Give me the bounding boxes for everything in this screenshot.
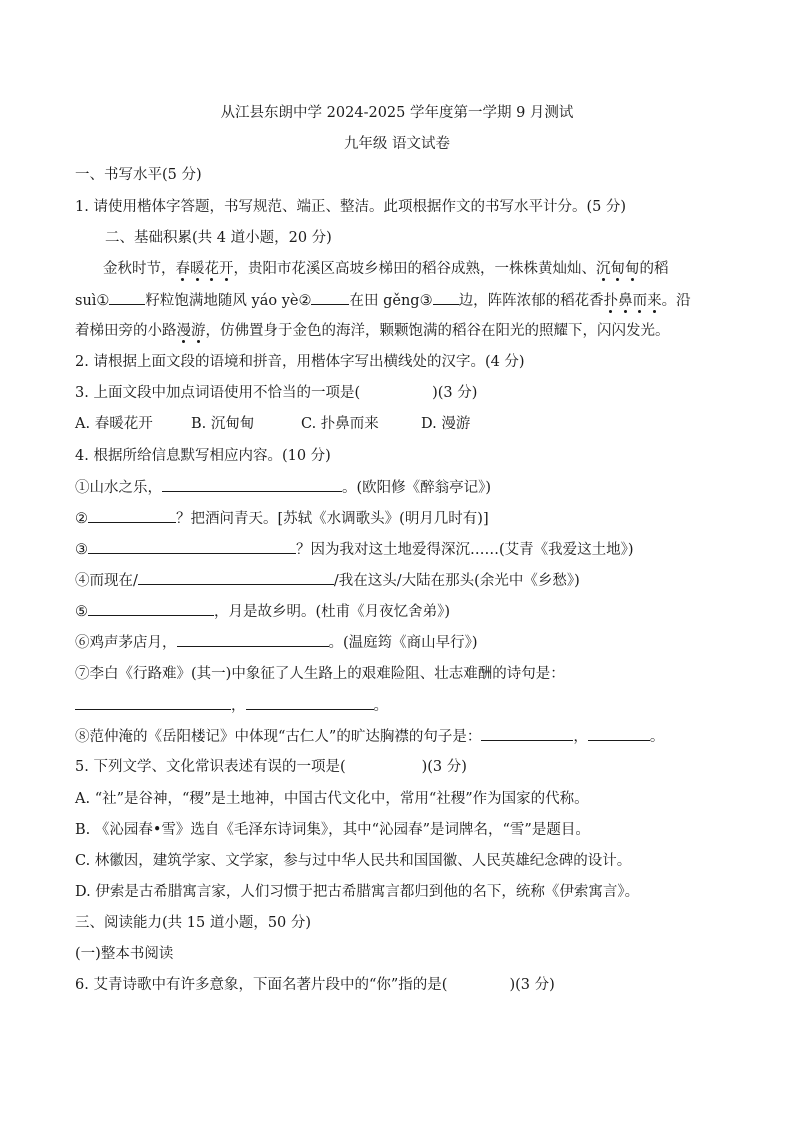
- recite-text: ⑧范仲淹的《岳阳楼记》中体现“古仁人”的旷达胸襟的句子是：: [75, 729, 482, 745]
- fill-blank-2[interactable]: [311, 290, 349, 305]
- fill-blank[interactable]: [138, 570, 334, 585]
- section-3-heading: 三、阅读能力(共 15 道小题，50 分): [75, 915, 312, 931]
- option-b[interactable]: B. 沉甸甸: [191, 416, 255, 432]
- question-3: [75, 383, 744, 403]
- question-3-tail: )(3 分): [432, 385, 478, 401]
- recite-1: [75, 477, 744, 498]
- fill-blank[interactable]: [162, 477, 342, 492]
- fill-blank[interactable]: [75, 695, 231, 710]
- question-5-tail: )(3 分): [421, 759, 467, 775]
- recite-3: [75, 539, 744, 560]
- question-6: [75, 975, 744, 995]
- fill-blank[interactable]: [88, 601, 214, 616]
- recite-source: /我在这头/大陆在那头(余光中《乡愁》): [333, 573, 580, 589]
- punctuation: ，: [231, 698, 246, 714]
- fill-blank[interactable]: [481, 726, 573, 741]
- recite-text: ③: [75, 542, 88, 558]
- exam-title: 从江县东朗中学 2024-2025 学年度第一学期 9 月测试: [220, 105, 574, 121]
- passage-text: 着梯田旁的小路: [75, 323, 177, 339]
- question-3-stem: 3. 上面文段中加点词语使用不恰当的一项是(: [75, 385, 361, 401]
- recite-7: ⑦李白《行路难》(其一)中象征了人生路上的艰难险阻、壮志难酬的诗句是：: [75, 666, 565, 682]
- fill-blank[interactable]: [177, 632, 329, 647]
- recite-7-answer: [75, 695, 744, 716]
- passage-line-1: [103, 259, 744, 279]
- q5-option-d[interactable]: D. 伊索是古希腊寓言家，人们习惯于把古希腊寓言都归到他的名下，统称《伊索寓言》。: [75, 884, 640, 900]
- recite-8: [75, 726, 744, 747]
- fill-blank-3[interactable]: [433, 290, 459, 305]
- recite-text: ①山水之乐，: [75, 480, 162, 496]
- pinyin-1: suì①: [75, 293, 110, 309]
- q5-option-b[interactable]: B. 《沁园春•雪》选自《毛泽东诗词集》，其中“沁园春”是词牌名，“雪”是题目。: [75, 822, 590, 838]
- question-5: [75, 757, 744, 777]
- punctuation: ，: [573, 729, 588, 745]
- recite-text: ④而现在/: [75, 573, 138, 589]
- dotted-word-3: 扑鼻而来: [603, 293, 662, 309]
- question-4: 4. 根据所给信息默写相应内容。(10 分): [75, 448, 331, 464]
- dotted-word-2: 沉甸甸: [596, 261, 640, 277]
- pinyin-3: 在田 gěng③: [349, 293, 433, 309]
- recite-source: 。(欧阳修《醉翁亭记》): [342, 480, 492, 496]
- section-2-heading: 二、基础积累(共 4 道小题，20 分): [105, 230, 332, 246]
- fill-blank[interactable]: [246, 695, 374, 710]
- option-d[interactable]: D. 漫游: [421, 416, 471, 432]
- subsection-heading: (一)整本书阅读: [75, 946, 174, 962]
- fill-blank[interactable]: [88, 539, 296, 554]
- question-5-stem: 5. 下列文学、文化常识表述有误的一项是(: [75, 759, 346, 775]
- recite-source: 。(温庭筠《商山早行》): [328, 635, 478, 651]
- question-3-options: [75, 414, 744, 434]
- recite-5: [75, 601, 744, 622]
- fill-blank[interactable]: [88, 508, 176, 523]
- question-6-tail: )(3 分): [509, 977, 555, 993]
- fill-blank-1[interactable]: [109, 290, 145, 305]
- recite-text: ⑤: [75, 604, 88, 620]
- passage-text: 的稻: [639, 261, 669, 277]
- dotted-word-4: 漫游: [176, 323, 206, 339]
- question-1: 1. 请使用楷体字答题，书写规范、端正、整洁。此项根据作文的书写水平计分。(5 分): [75, 199, 627, 215]
- recite-source: ，月是故乡明。(杜甫《月夜忆舍弟》): [214, 604, 451, 620]
- question-6-stem: 6. 艾青诗歌中有许多意象，下面名著片段中的“你”指的是(: [75, 977, 448, 993]
- punctuation: 。: [373, 698, 388, 714]
- recite-text: ②: [75, 511, 88, 527]
- pinyin-2: 籽粒饱满地随风 yáo yè②: [145, 293, 312, 309]
- passage-line-2: [75, 290, 744, 311]
- recite-2: [75, 508, 744, 529]
- passage-text: ，仿佛置身于金色的海洋，颗颗饱满的稻谷在阳光的照耀下，闪闪发光。: [205, 323, 670, 339]
- section-1-heading: 一、书写水平(5 分): [75, 167, 202, 183]
- option-a[interactable]: A. 春暖花开: [75, 416, 153, 432]
- recite-4: [75, 570, 744, 591]
- recite-source: ？把酒问青天。[苏轼《水调歌头》(明月几时有)]: [176, 511, 489, 527]
- passage-text: 。沿: [661, 293, 691, 309]
- exam-subtitle: 九年级 语文试卷: [343, 136, 451, 152]
- q5-option-c[interactable]: C. 林徽因，建筑学家、文学家，参与过中华人民共和国国徽、人民英雄纪念碑的设计。: [75, 853, 632, 869]
- passage-line-3: [75, 321, 744, 341]
- passage-text: ，贵阳市花溪区高坡乡梯田的稻谷成熟，一株株黄灿灿、: [233, 261, 596, 277]
- passage-text: 边，阵阵浓郁的稻花香: [458, 293, 604, 309]
- option-c[interactable]: C. 扑鼻而来: [301, 416, 379, 432]
- punctuation: 。: [649, 729, 665, 745]
- q5-option-a[interactable]: A. “社”是谷神，“稷”是土地神，中国古代文化中，常用“社稷”作为国家的代称。: [75, 791, 589, 807]
- passage-text: 金秋时节，: [103, 261, 176, 277]
- recite-text: ⑥鸡声茅店月，: [75, 635, 177, 651]
- question-2: 2. 请根据上面文段的语境和拼音，用楷体字写出横线处的汉字。(4 分): [75, 354, 525, 370]
- fill-blank[interactable]: [588, 726, 650, 741]
- dotted-word-1: 春暖花开: [175, 261, 234, 277]
- recite-6: [75, 632, 744, 653]
- recite-source: ？因为我对这土地爱得深沉……(艾青《我爱这土地》): [296, 542, 634, 558]
